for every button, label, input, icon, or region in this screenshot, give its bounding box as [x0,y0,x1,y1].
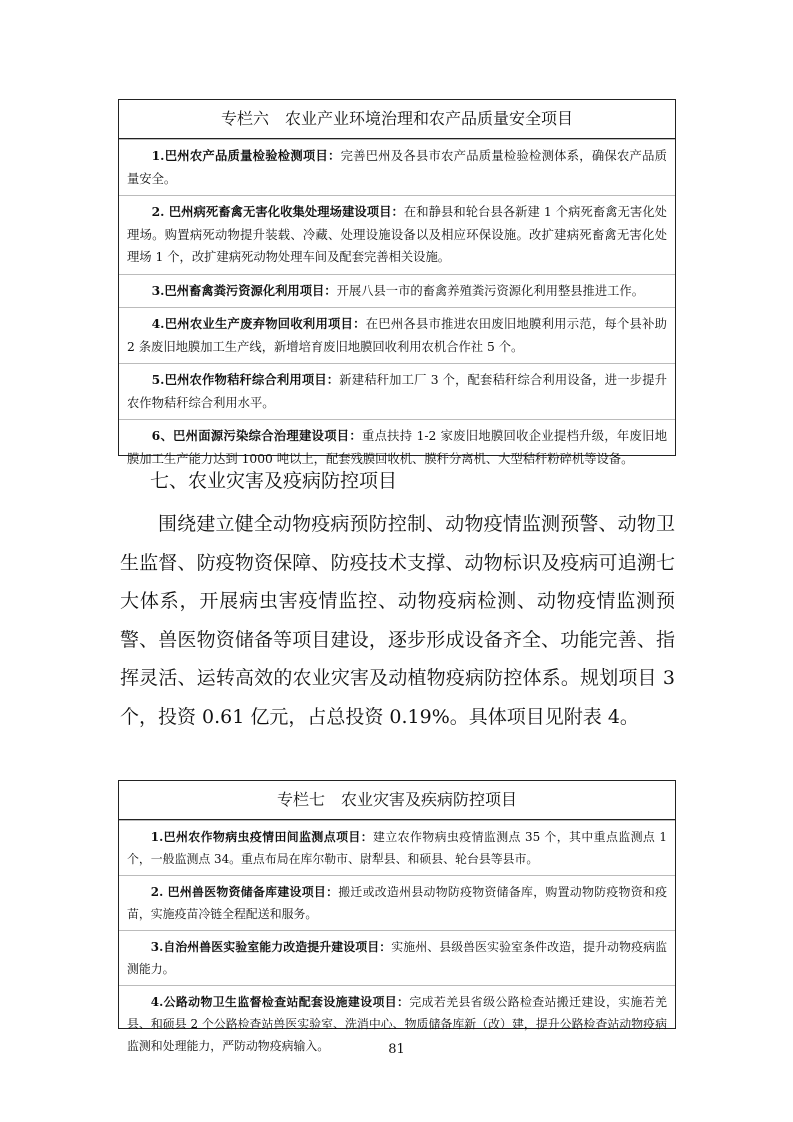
item-heading: 4.公路动物卫生监督检查站配套设施建设项目： [150,995,410,1009]
item-text: 重点扶持 1-2 家废旧地膜回收企业提档升级，年废旧地膜加工生产能力达到 1000 吨以上，配套残膜回收机、膜秆分离机、大型秸秆粉碎机等设备。 [127,429,668,466]
item-text: 实施州、县级兽医实验室条件改造，提升动物疫病监测能力。 [127,940,667,976]
panel-six-title: 专栏六 农业产业环境治理和农产品质量安全项目 [119,100,675,139]
panel-six-item-4 [119,307,675,363]
panel-six-item-2 [119,195,675,274]
item-heading: 5.巴州农作物秸秆综合利用项目： [151,372,340,387]
item-heading: 3.自治州兽医实验室能力改造提升建设项目： [150,940,392,954]
item-text: 在巴州各县市推进农田废旧地膜利用示范，每个县补助 2 条废旧地膜加工生产线，新增培育废旧地膜回收利用农机合作社 5 个。 [127,317,667,354]
item-heading: 2. 巴州病死畜禽无害化收集处理场建设项目： [151,204,404,219]
panel-seven-item-2 [119,875,675,930]
item-text: 完善巴州及各县市农产品质量检验检测体系，确保农产品质量安全。 [127,149,667,186]
panel-seven-title: 专栏七 农业灾害及疾病防控项目 [119,781,675,820]
panel-six-item-5 [119,363,675,419]
panel-seven-item-3 [119,930,675,985]
section-title: 七、农业灾害及疫病防控项目 [150,470,398,492]
panel-six [118,99,676,466]
item-heading: 2. 巴州兽医物资储备库建设项目： [150,885,339,899]
item-heading: 1.巴州农作物病虫疫情田间监测点项目： [150,830,374,844]
item-text: 完成若羌县省级公路检查站搬迁建设，实施若羌县、和硕县 2 个公路检查站兽医实验室、洗消中心、物质储备库新（改）建，提升公路检查站动物疫病监测和处理能力，严防动物疫病输入。 [127,995,667,1053]
item-heading: 6、巴州面源污染综合治理建设项目： [151,428,362,443]
item-text: 新建秸秆加工厂 3 个，配套秸秆综合利用设备，进一步提升农作物秸秆综合利用水平。 [127,373,667,410]
panel-six-item-3 [119,274,675,308]
section-paragraph: 围绕建立健全动物疫病预防控制、动物疫情监测预警、动物卫生监督、防疫物资保障、防疫技术支撑、动物标识及疫病可追溯七大体系，开展病虫害疫情监控、动物疫病检测、动物疫情监测预警、兽医物资储备等项目建设，逐步形成设备齐全、功能完善、指挥灵活、运转高效的农业灾害及动植物疫病防控体系。规划项目 3 个，投资 0.61 亿元，占总投资 0.19%。具体项目见附表 4。 [120,513,675,728]
item-text: 在和静县和轮台县各新建 1 个病死畜禽无害化处理场。购置病死动物提升装载、冷藏、处理设施设备以及相应环保设施。改扩建病死畜禽无害化处理场 1 个，改扩建病死动物处理车间及配套完善相关设施。 [127,205,667,264]
page-number: 81 [388,1042,405,1057]
item-heading: 4.巴州农业生产废弃物回收利用项目： [151,316,366,331]
item-heading: 3.巴州畜禽粪污资源化利用项目： [151,282,337,298]
panel-six-item-1 [119,139,675,195]
panel-six-item-6 [119,419,675,475]
item-text: 建立农作物病虫疫情监测点 35 个，其中重点监测点 1 个，一般监测点 34。重点布局在库尔勒市、尉犁县、和硕县、轮台县等县市。 [127,830,667,866]
panel-seven-item-1 [119,820,675,875]
item-text: 搬迁或改造州县动物防疫物资储备库，购置动物防疫物资和疫苗，实施疫苗冷链全程配送和服务。 [127,885,667,921]
item-text: 开展八县一市的畜禽养殖粪污资源化利用整县推进工作。 [336,283,645,298]
item-heading: 1.巴州农产品质量检验检测项目： [151,148,341,163]
